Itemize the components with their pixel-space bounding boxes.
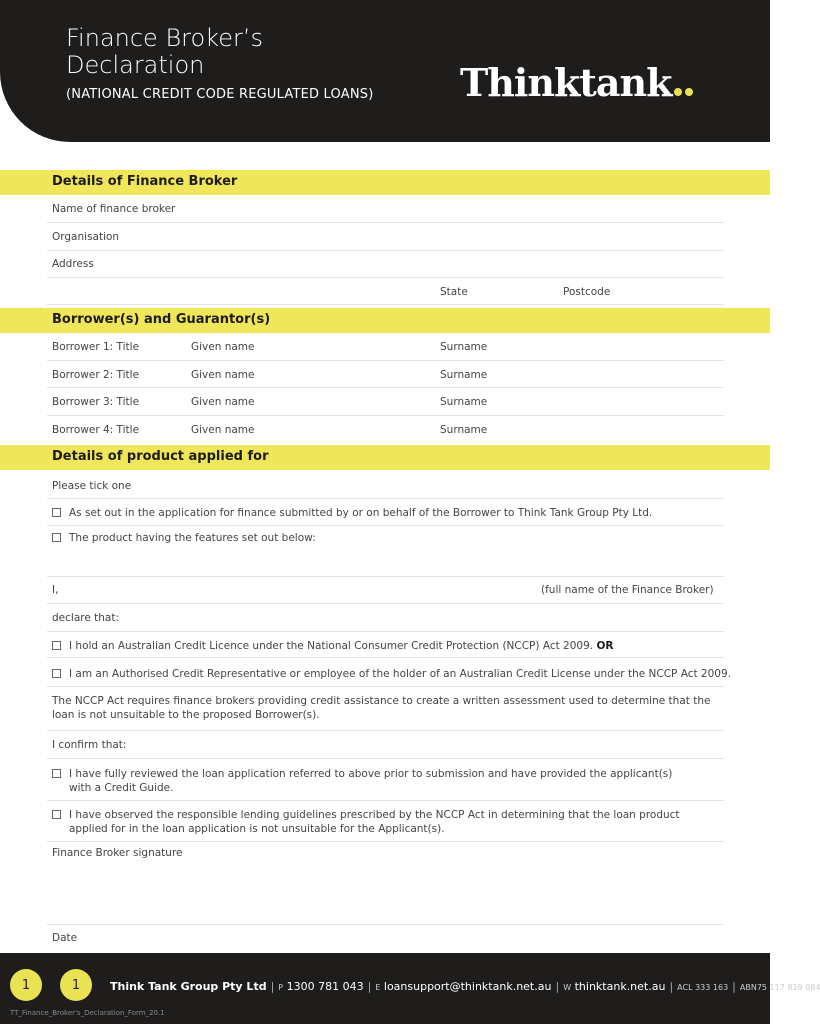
borrower-3-field[interactable] bbox=[47, 415, 724, 416]
option-1-text: As set out in the application for finance submitted by or on behalf of the Borrower to Think Tank Group Pty Ltd. bbox=[69, 507, 653, 519]
divider bbox=[47, 525, 724, 526]
title-line-1: Finance Broker’s bbox=[66, 24, 263, 52]
borrower-1-given-label: Given name bbox=[191, 341, 255, 353]
confirm-2-text: I have observed the responsible lending guidelines prescribed by the NCCP Act in determining that the loan product applied for in the loan application is not unsuitable for the Applicant(s). bbox=[69, 809, 680, 835]
confirm-1-checkbox[interactable] bbox=[52, 767, 69, 781]
divider bbox=[47, 657, 724, 658]
borrower-4-title-label: Borrower 4: Title bbox=[52, 424, 140, 436]
divider bbox=[47, 498, 724, 499]
page-total-badge: 1 bbox=[60, 969, 92, 1001]
postcode-label: Postcode bbox=[563, 286, 611, 298]
phone-prefix: P bbox=[278, 983, 284, 992]
signature-field[interactable] bbox=[47, 924, 724, 925]
phone-number: 1300 781 043 bbox=[286, 980, 364, 993]
section-heading: Details of Finance Broker bbox=[52, 174, 238, 189]
section-product-details bbox=[0, 445, 770, 470]
page-number-badge: 1 bbox=[10, 969, 42, 1001]
divider bbox=[47, 686, 724, 687]
address-field[interactable] bbox=[47, 277, 724, 278]
section-borrowers bbox=[0, 308, 770, 333]
divider bbox=[47, 841, 724, 842]
product-features-field[interactable] bbox=[47, 576, 724, 577]
divider bbox=[47, 631, 724, 632]
footer-contact: Think Tank Group Pty Ltd | P 1300 781 043 | E loansupport@thinktank.net.au | W thinktank.net.au | ACL 333 163 | ABN75 117 819 084 bbox=[110, 980, 820, 993]
checkbox-icon[interactable] bbox=[52, 769, 61, 778]
borrower-4-given-label: Given name bbox=[191, 424, 255, 436]
licence-1-text bbox=[69, 639, 613, 653]
declare-label: declare that: bbox=[52, 612, 119, 624]
checkbox-icon[interactable] bbox=[52, 810, 61, 819]
option-1-checkbox[interactable] bbox=[52, 506, 69, 520]
checkbox-icon[interactable] bbox=[52, 508, 61, 517]
licence-2-text: I am an Authorised Credit Representative or employee of the holder of an Australian Credit License under the NCCP Act 2009. bbox=[69, 668, 731, 680]
or-text: OR bbox=[596, 640, 614, 652]
section-broker-details bbox=[0, 170, 770, 195]
organisation-field[interactable] bbox=[47, 250, 724, 251]
borrower-1-surname-label: Surname bbox=[440, 341, 488, 353]
divider bbox=[47, 758, 724, 759]
logo-text: Thinktank bbox=[460, 60, 672, 105]
logo-dots-icon bbox=[674, 88, 693, 96]
address-label: Address bbox=[52, 258, 94, 270]
borrower-1-title-label: Borrower 1: Title bbox=[52, 341, 140, 353]
web-link[interactable]: thinktank.net.au bbox=[574, 980, 666, 993]
abn-number: ABN75 117 819 084 bbox=[739, 983, 820, 992]
option-2-checkbox[interactable] bbox=[52, 531, 69, 545]
broker-name-label: Name of finance broker bbox=[52, 203, 176, 215]
section-heading: Details of product applied for bbox=[52, 449, 269, 464]
broker-name-field[interactable] bbox=[47, 222, 724, 223]
email-link[interactable]: loansupport@thinktank.net.au bbox=[383, 980, 552, 993]
confirm-1-text: I have fully reviewed the loan application referred to above prior to submission and have provided the applicant(s) with a Credit Guide. bbox=[69, 768, 673, 794]
signature-label: Finance Broker signature bbox=[52, 847, 183, 859]
licence-1-checkbox[interactable] bbox=[52, 639, 69, 653]
thinktank-logo bbox=[460, 60, 693, 105]
borrower-2-field[interactable] bbox=[47, 387, 724, 388]
broker-full-name-field[interactable] bbox=[47, 603, 724, 604]
company-name: Think Tank Group Pty Ltd bbox=[110, 980, 267, 993]
divider bbox=[47, 730, 724, 731]
licence-2-checkbox[interactable] bbox=[52, 667, 69, 681]
title-line-2: Declaration bbox=[66, 51, 205, 79]
full-name-label: (full name of the Finance Broker) bbox=[541, 584, 714, 596]
licence-1-statement: I hold an Australian Credit Licence under the National Consumer Credit Protection (NCCP) Act 2009. bbox=[69, 640, 594, 652]
checkbox-icon[interactable] bbox=[52, 533, 61, 542]
borrower-2-given-label: Given name bbox=[191, 369, 255, 381]
checkbox-icon[interactable] bbox=[52, 669, 61, 678]
borrower-2-title-label: Borrower 2: Title bbox=[52, 369, 140, 381]
option-2-text: The product having the features set out below: bbox=[69, 532, 316, 544]
page-title bbox=[66, 25, 263, 79]
organisation-label: Organisation bbox=[52, 231, 120, 243]
acl-number: ACL 333 163 bbox=[677, 983, 729, 992]
i-label: I, bbox=[52, 584, 59, 596]
header-banner bbox=[0, 0, 770, 142]
page-subtitle: (NATIONAL CREDIT CODE REGULATED LOANS) bbox=[66, 87, 374, 102]
form-code: TT_Finance_Broker's_Declaration_Form_20.1 bbox=[10, 1009, 165, 1017]
nccp-paragraph: The NCCP Act requires finance brokers providing credit assistance to create a written assessment used to determine that the loan is not unsuitable to the proposed Borrower(s). bbox=[52, 695, 711, 721]
confirm-2-checkbox[interactable] bbox=[52, 808, 69, 822]
web-prefix: W bbox=[563, 983, 572, 992]
borrower-3-title-label: Borrower 3: Title bbox=[52, 396, 140, 408]
tick-one-label: Please tick one bbox=[52, 480, 132, 492]
borrower-3-given-label: Given name bbox=[191, 396, 255, 408]
state-label: State bbox=[440, 286, 468, 298]
checkbox-icon[interactable] bbox=[52, 641, 61, 650]
email-prefix: E bbox=[375, 983, 381, 992]
state-postcode-field[interactable] bbox=[47, 304, 724, 305]
section-heading: Borrower(s) and Guarantor(s) bbox=[52, 312, 271, 327]
borrower-2-surname-label: Surname bbox=[440, 369, 488, 381]
borrower-1-field[interactable] bbox=[47, 360, 724, 361]
borrower-3-surname-label: Surname bbox=[440, 396, 488, 408]
date-label: Date bbox=[52, 932, 78, 944]
borrower-4-surname-label: Surname bbox=[440, 424, 488, 436]
divider bbox=[47, 800, 724, 801]
confirm-label: I confirm that: bbox=[52, 739, 127, 751]
